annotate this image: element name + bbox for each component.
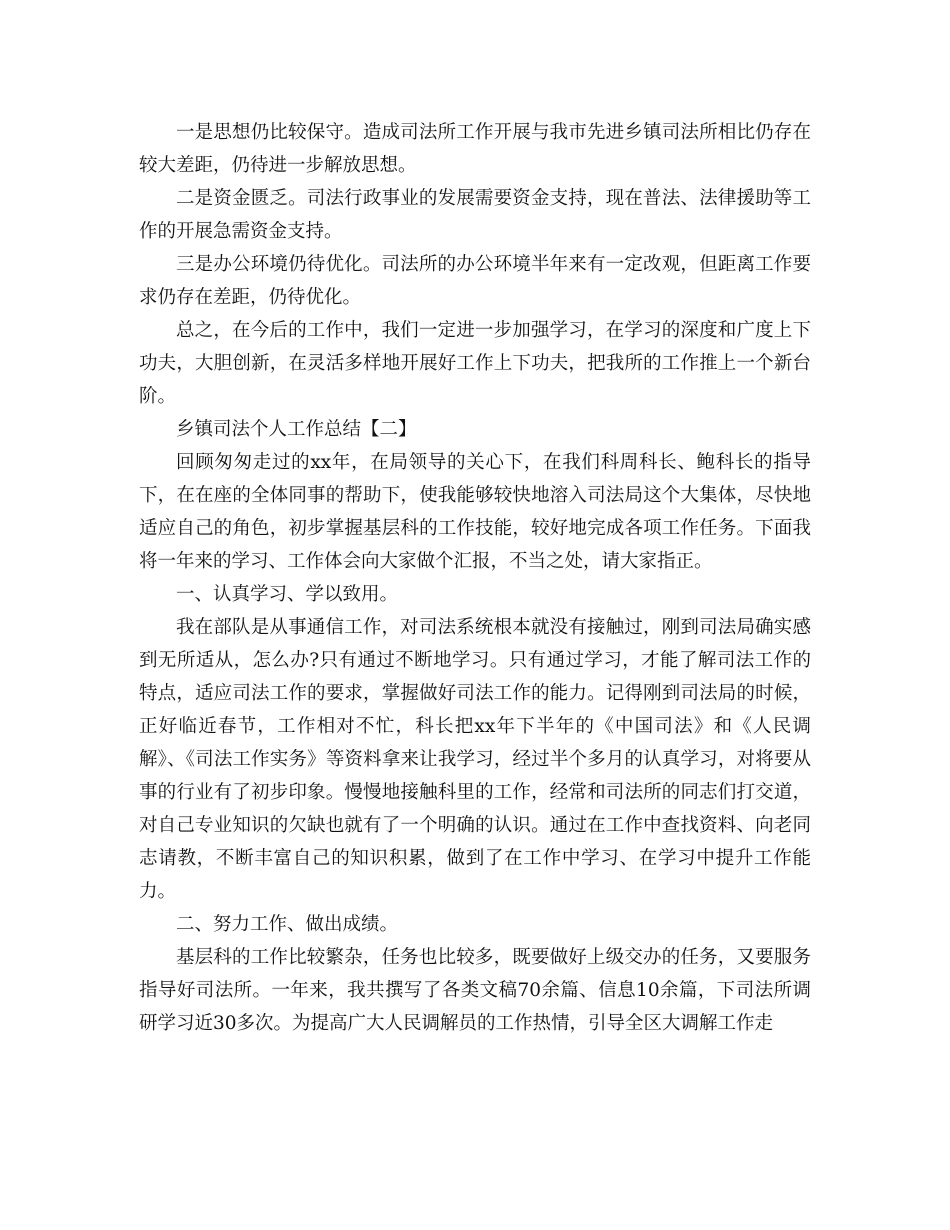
subheading-work: 二、努力工作、做出成绩。 — [176, 914, 399, 935]
subheading-study: 一、认真学习、学以致用。 — [176, 584, 399, 605]
section-heading: 乡镇司法个人工作总结【二】 — [176, 419, 417, 440]
paragraph-work: 基层科的工作比较繁杂，任务也比较多，既要做好上级交办的任务，又要服务指导好司法所。一年来，我共撰写了各类文稿70余篇、信息10余篇，下司法所调研学习近30多次。为提高广大人民调解员的工作热情，引导全区大调解工作走 — [139, 947, 811, 1034]
paragraph-conclusion: 总之，在今后的工作中，我们一定进一步加强学习，在学习的深度和广度上下功夫，大胆创新，在灵活多样地开展好工作上下功夫，把我所的工作推上一个新台阶。 — [139, 320, 811, 407]
paragraph-problem-funding: 二是资金匮乏。司法行政事业的发展需要资金支持，现在普法、法律援助等工作的开展急需资金支持。 — [139, 188, 811, 242]
paragraph-review: 回顾匆匆走过的xx年，在局领导的关心下，在我们科周科长、鲍科长的指导下，在在座的全体同事的帮助下，使我能够较快地溶入司法局这个大集体，尽快地适应自己的角色，初步掌握基层科的工作技能，较好地完成各项工作任务。下面我将一年来的学习、工作体会向大家做个汇报，不当之处，请大家指正。 — [139, 452, 811, 572]
paragraph-problem-thinking: 一是思想仍比较保守。造成司法所工作开展与我市先进乡镇司法所相比仍存在较大差距，仍待进一步解放思想。 — [139, 122, 811, 176]
paragraph-study: 我在部队是从事通信工作，对司法系统根本就没有接触过，刚到司法局确实感到无所适从，怎么办?只有通过不断地学习。只有通过学习，才能了解司法工作的特点，适应司法工作的要求，掌握做好司法工作的能力。记得刚到司法局的时候，正好临近春节，工作相对不忙，科长把xx年下半年的《中国司法》和《人民调解》、《司法工作实务》等资料拿来让我学习，经过半个多月的认真学习，对将要从事的行业有了初步印象。慢慢地接触科里的工作，经常和司法所的同志们打交道，对自己专业知识的欠缺也就有了一个明确的认识。通过在工作中查找资料、向老同志请教，不断丰富自己的知识积累，做到了在工作中学习、在学习中提升工作能力。 — [139, 617, 811, 902]
paragraph-problem-office: 三是办公环境仍待优化。司法所的办公环境半年来有一定改观，但距离工作要求仍存在差距，仍待优化。 — [139, 254, 811, 308]
document-body — [139, 116, 811, 1040]
